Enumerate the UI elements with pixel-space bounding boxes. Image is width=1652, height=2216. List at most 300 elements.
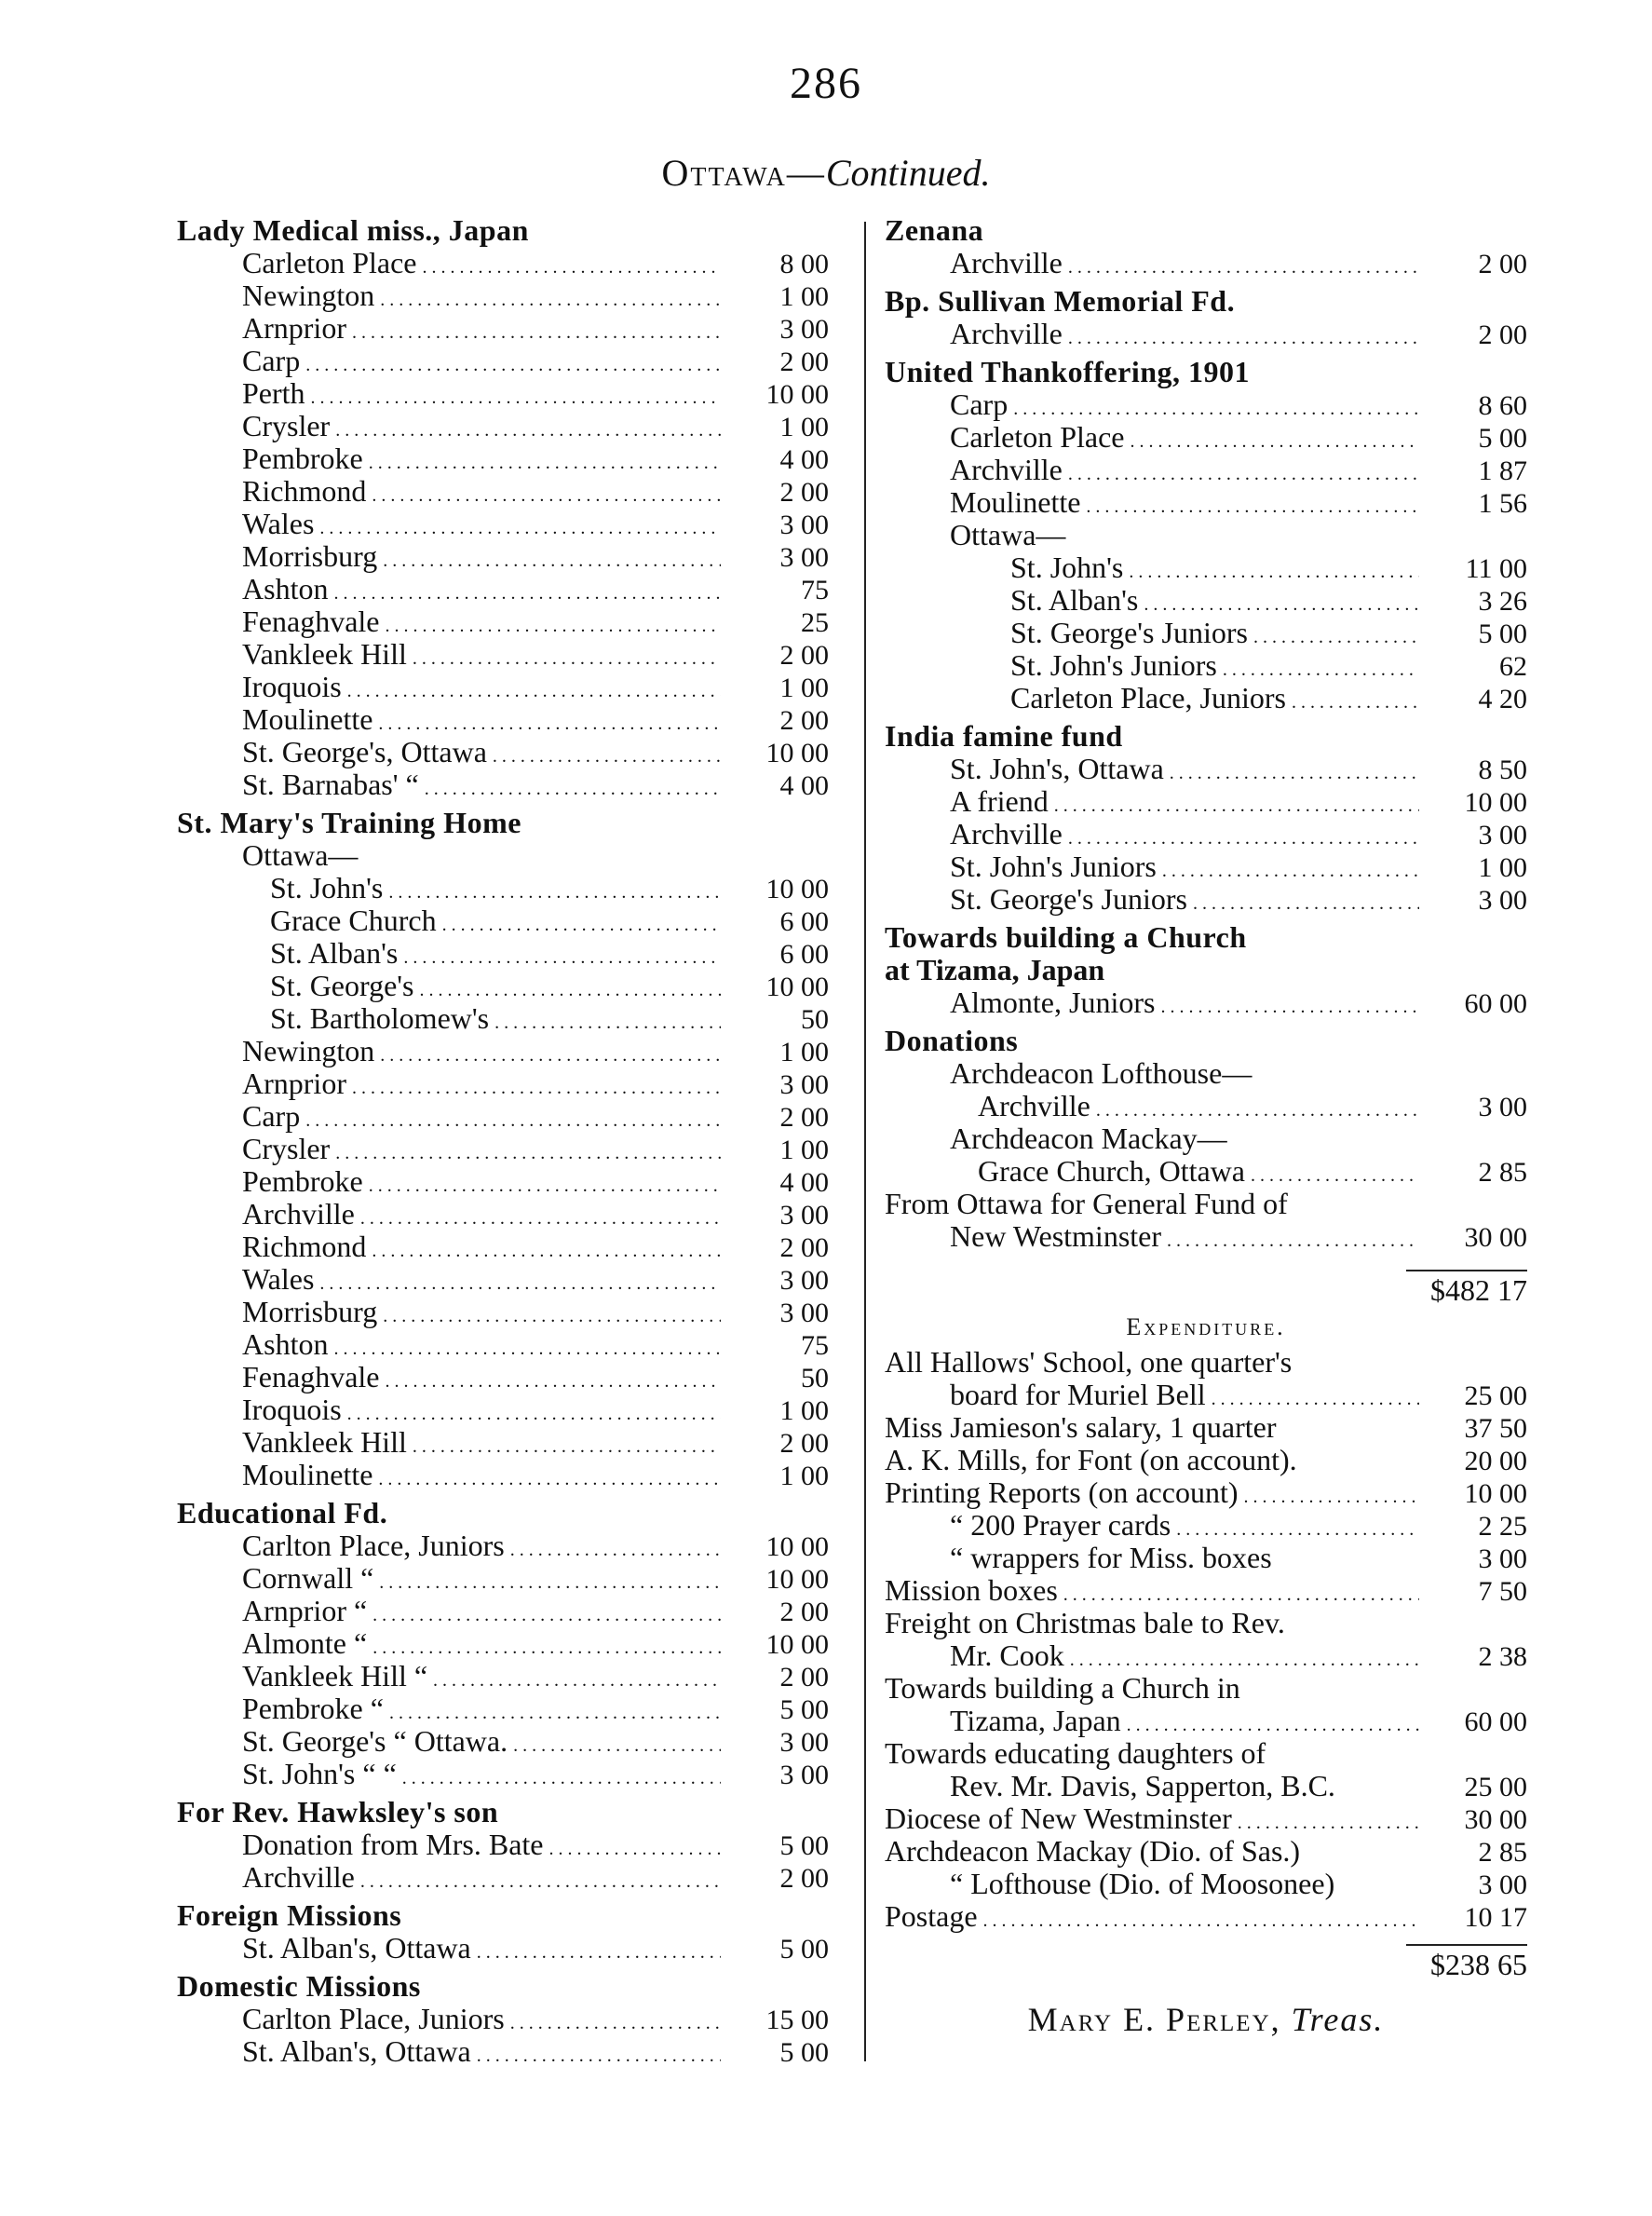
dot-leader <box>383 540 721 578</box>
section <box>885 356 1527 714</box>
item-label: Carlton Place, Juniors <box>242 1529 505 1562</box>
list-item <box>885 1411 1527 1444</box>
item-label: Arnprior “ <box>242 1594 368 1627</box>
list-item <box>885 1542 1527 1574</box>
list-item <box>177 1725 829 1758</box>
list-item <box>177 1035 829 1067</box>
item-amount: 6 00 <box>779 939 829 970</box>
item-label: Fenaghvale <box>242 605 380 638</box>
item-label: Perth <box>242 376 305 410</box>
section <box>885 921 1527 1019</box>
dot-leader <box>1193 883 1419 920</box>
item-amount: 5 00 <box>1478 619 1527 649</box>
item-label: Cornwall “ <box>242 1561 374 1595</box>
list-item <box>177 1595 829 1627</box>
item-amount: 10 00 <box>765 874 829 904</box>
item-label: “ 200 Prayer cards <box>950 1508 1171 1542</box>
list-item <box>177 377 829 410</box>
item-amount: 3 00 <box>779 1069 829 1100</box>
page-number: 286 <box>790 59 862 108</box>
list-item <box>885 454 1527 486</box>
list-item <box>177 1328 829 1361</box>
dot-leader <box>433 1660 721 1697</box>
list-item <box>885 1188 1527 1220</box>
list-item <box>177 1296 829 1328</box>
item-label: Carlton Place, Juniors <box>242 2002 505 2035</box>
item-label: Fenaghvale <box>242 1360 380 1393</box>
dot-leader <box>369 1165 721 1203</box>
dot-leader <box>549 1829 722 1866</box>
item-label: Arnprior <box>242 311 346 345</box>
item-label: Almonte “ <box>242 1626 368 1660</box>
list-item <box>885 1868 1527 1900</box>
section <box>885 720 1527 916</box>
dot-leader <box>1130 421 1419 458</box>
dot-leader <box>372 1595 721 1632</box>
item-label: Grace Church <box>270 904 437 937</box>
item-label: A. K. Mills, for Font (on account). <box>885 1443 1297 1476</box>
item-amount: 3 00 <box>779 1200 829 1230</box>
dot-leader <box>422 247 721 284</box>
section <box>177 214 829 801</box>
item-label: Pembroke <box>242 1164 363 1198</box>
dot-leader <box>983 1900 1419 1937</box>
item-label: Carleton Place <box>242 246 417 279</box>
item-label: Grace Church, Ottawa <box>978 1154 1245 1188</box>
item-amount: 8 60 <box>1478 390 1527 421</box>
list-item <box>885 1639 1527 1672</box>
item-label: St. John's, Ottawa <box>950 752 1164 785</box>
item-amount: 1 87 <box>1478 455 1527 486</box>
item-label: Archville <box>242 1197 355 1230</box>
section <box>177 1796 829 1894</box>
section-heading: Zenana <box>885 213 984 247</box>
item-amount: 7 50 <box>1478 1576 1527 1607</box>
item-label: Archville <box>950 246 1063 279</box>
item-amount: 2 00 <box>779 705 829 736</box>
item-label: Ashton <box>242 572 329 605</box>
section <box>177 807 829 1491</box>
dot-leader <box>413 638 721 675</box>
item-label: New Westminster <box>950 1219 1162 1253</box>
item-amount: 2 00 <box>779 1232 829 1263</box>
dot-leader <box>1243 1476 1419 1514</box>
item-amount: 4 00 <box>779 770 829 801</box>
item-label: St. George's, Ottawa <box>242 735 487 768</box>
list-item <box>885 1090 1527 1122</box>
item-amount: 20 00 <box>1464 1446 1527 1476</box>
list-item <box>885 1057 1527 1090</box>
list-item <box>177 768 829 801</box>
list-item <box>885 1900 1527 1933</box>
item-label: St. Bartholomew's <box>270 1001 490 1035</box>
list-item <box>885 1509 1527 1542</box>
dot-leader <box>378 1459 721 1496</box>
item-amount: 30 00 <box>1464 1222 1527 1253</box>
dot-leader <box>380 1035 721 1072</box>
dot-leader <box>1068 454 1419 491</box>
item-amount: 10 00 <box>1464 1478 1527 1509</box>
list-item <box>177 345 829 377</box>
item-label: Almonte, Juniors <box>950 986 1156 1019</box>
dot-leader <box>494 1002 721 1040</box>
item-amount: 4 00 <box>779 444 829 475</box>
item-label: Richmond <box>242 474 367 508</box>
item-amount: 11 00 <box>1465 553 1527 584</box>
section <box>885 1025 1527 1253</box>
list-item <box>177 247 829 279</box>
list-item <box>177 970 829 1002</box>
list-item <box>885 682 1527 714</box>
left-column <box>177 214 829 2073</box>
item-label: St. Barnabas' “ <box>242 768 419 801</box>
list-item <box>177 1393 829 1426</box>
item-amount: 3 00 <box>1478 820 1527 850</box>
list-item <box>177 1660 829 1693</box>
item-amount: 3 00 <box>1478 1092 1527 1122</box>
item-label: Moulinette <box>242 1458 373 1491</box>
list-item <box>885 1802 1527 1835</box>
item-amount: 3 00 <box>779 1727 829 1758</box>
list-item <box>885 519 1527 551</box>
item-label: Carp <box>950 387 1009 421</box>
item-amount: 10 00 <box>765 1531 829 1562</box>
list-item <box>885 318 1527 350</box>
item-label: Printing Reports (on account) <box>885 1475 1239 1509</box>
item-label: St. Alban's <box>270 936 399 970</box>
item-label: Archdeacon Mackay (Dio. of Sas.) <box>885 1834 1301 1868</box>
list-item <box>177 410 829 442</box>
item-amount: 2 00 <box>779 477 829 508</box>
item-label: From Ottawa for General Fund of <box>885 1187 1288 1220</box>
item-label: Crysler <box>242 1132 331 1165</box>
list-item <box>885 850 1527 883</box>
list-item <box>885 486 1527 519</box>
list-item <box>885 954 1527 986</box>
item-amount: 2 00 <box>779 640 829 671</box>
list-item <box>885 1346 1527 1379</box>
item-label: Arnprior <box>242 1067 346 1100</box>
item-amount: 3 00 <box>779 314 829 345</box>
section <box>177 1970 829 2068</box>
item-amount: 1 00 <box>779 1037 829 1067</box>
item-label: Iroquois <box>242 670 342 703</box>
dot-leader <box>1054 785 1419 823</box>
list-item <box>177 839 829 872</box>
item-label: St. John's “ “ <box>242 1757 397 1790</box>
dot-leader <box>513 1725 721 1762</box>
item-amount: 50 <box>801 1363 829 1393</box>
section-heading: Domestic Missions <box>177 1969 421 2003</box>
list-item <box>885 388 1527 421</box>
dot-leader <box>413 1426 721 1463</box>
item-amount: 3 00 <box>779 1298 829 1328</box>
dot-leader <box>352 1067 721 1105</box>
dot-leader <box>369 442 721 480</box>
dot-leader <box>305 1100 721 1137</box>
section <box>177 1497 829 1790</box>
item-label: Moulinette <box>242 702 373 736</box>
dot-leader <box>388 872 721 909</box>
item-amount: 1 00 <box>779 673 829 703</box>
list-item <box>177 2003 829 2035</box>
list-item <box>885 1444 1527 1476</box>
item-amount: 25 <box>801 607 829 638</box>
item-amount: 30 00 <box>1464 1804 1527 1835</box>
dot-leader <box>402 1758 721 1795</box>
list-item <box>177 1932 829 1964</box>
item-label: Freight on Christmas bale to Rev. <box>885 1606 1285 1639</box>
item-label: Vankleek Hill <box>242 1425 407 1459</box>
list-item <box>177 1133 829 1165</box>
signature <box>885 2000 1527 2039</box>
item-label: St. John's <box>270 871 384 904</box>
item-label: Mission boxes <box>885 1573 1058 1607</box>
item-label: Wales <box>242 1262 315 1296</box>
dot-leader <box>425 768 721 806</box>
dot-leader <box>403 937 721 974</box>
section <box>177 1899 829 1964</box>
item-amount: 2 00 <box>779 1597 829 1627</box>
dot-leader <box>333 1328 721 1366</box>
item-amount: 25 00 <box>1464 1772 1527 1802</box>
right-sections <box>885 214 1527 1258</box>
item-label: St. Alban's, Ottawa <box>242 2034 471 2068</box>
dot-leader <box>383 1296 721 1333</box>
dot-leader <box>1253 617 1419 654</box>
dot-leader <box>510 2003 721 2040</box>
list-item <box>885 1379 1527 1411</box>
list-item <box>177 1562 829 1595</box>
item-label: Vankleek Hill <box>242 637 407 671</box>
item-label: St. George's <box>270 969 414 1002</box>
list-item <box>885 785 1527 818</box>
dot-leader <box>442 904 721 942</box>
list-item <box>177 937 829 970</box>
section-heading: United Thankoffering, 1901 <box>885 355 1251 388</box>
item-label: Postage <box>885 1899 978 1933</box>
list-item <box>177 2035 829 2068</box>
list-item <box>885 1672 1527 1705</box>
list-item <box>177 1230 829 1263</box>
list-item <box>177 475 829 508</box>
item-amount: 10 00 <box>765 1564 829 1595</box>
dot-leader <box>1068 247 1419 284</box>
list-item <box>885 1574 1527 1607</box>
section-heading: St. Mary's Training Home <box>177 806 521 839</box>
list-item <box>177 1263 829 1296</box>
item-label: Carleton Place, Juniors <box>1010 681 1286 714</box>
item-label: Morrisburg <box>242 539 378 573</box>
item-label: All Hallows' School, one quarter's <box>885 1345 1293 1379</box>
section-heading: Lady Medical miss., Japan <box>177 213 529 247</box>
item-amount: 3 00 <box>779 542 829 573</box>
item-label: St. Alban's <box>1010 583 1139 617</box>
list-item <box>885 1770 1527 1802</box>
receipts-total: $482 17 <box>1430 1273 1527 1307</box>
dot-leader <box>477 1932 721 1969</box>
item-label: “ Lofthouse (Dio. of Moosonee) <box>950 1867 1335 1900</box>
dot-leader <box>1292 682 1419 719</box>
right-column <box>885 214 1527 2039</box>
item-amount: 3 26 <box>1478 586 1527 617</box>
item-label: Ottawa— <box>950 518 1066 551</box>
item-label: at Tizama, Japan <box>885 953 1105 986</box>
item-label: Diocese of New Westminster <box>885 1801 1232 1835</box>
signature-name: Mary E. Perley, <box>1027 2001 1281 2038</box>
item-label: Archville <box>950 453 1063 486</box>
expenditure-list <box>885 1346 1527 1933</box>
item-label: Archdeacon Lofthouse— <box>950 1056 1253 1090</box>
list-item <box>885 1220 1527 1253</box>
section-heading: Foreign Missions <box>177 1898 402 1932</box>
item-label: Mr. Cook <box>950 1638 1064 1672</box>
list-item <box>885 1155 1527 1188</box>
dot-leader <box>386 1361 722 1398</box>
item-label: “ wrappers for Miss. boxes <box>950 1541 1272 1574</box>
item-label: Donation from Mrs. Bate <box>242 1828 544 1861</box>
list-item <box>177 736 829 768</box>
section <box>885 214 1527 279</box>
expenditure-title: Expenditure. <box>1126 1313 1286 1340</box>
item-label: board for Muriel Bell <box>950 1378 1206 1411</box>
dot-leader <box>360 1198 721 1235</box>
dot-leader <box>1167 1220 1419 1258</box>
dot-leader <box>1068 318 1419 355</box>
item-amount: 2 00 <box>1478 249 1527 279</box>
list-item <box>177 279 829 312</box>
dot-leader <box>335 1133 721 1170</box>
list-item <box>177 1002 829 1035</box>
list-item <box>885 1705 1527 1737</box>
list-item <box>177 442 829 475</box>
item-amount: 3 00 <box>779 510 829 540</box>
dot-leader <box>352 312 721 349</box>
item-amount: 5 00 <box>779 1934 829 1964</box>
item-label: Pembroke <box>242 442 363 475</box>
item-amount: 8 50 <box>1478 755 1527 785</box>
item-label: Iroquois <box>242 1393 342 1426</box>
section <box>885 285 1527 350</box>
list-item <box>177 605 829 638</box>
item-amount: 25 00 <box>1464 1380 1527 1411</box>
dot-leader <box>333 573 721 610</box>
item-amount: 75 <box>801 1330 829 1361</box>
list-item <box>177 872 829 904</box>
list-item <box>885 1122 1527 1155</box>
item-label: Vankleek Hill “ <box>242 1659 428 1693</box>
item-amount: 60 00 <box>1464 1706 1527 1737</box>
item-amount: 37 50 <box>1464 1413 1527 1444</box>
list-item <box>177 1459 829 1491</box>
item-amount: 6 00 <box>779 906 829 937</box>
list-item <box>177 573 829 605</box>
dot-leader <box>1160 986 1419 1024</box>
item-amount: 1 00 <box>779 412 829 442</box>
dot-leader <box>1086 486 1419 523</box>
dot-leader <box>319 1263 721 1300</box>
item-label: Rev. Mr. Davis, Sapperton, B.C. <box>950 1769 1335 1802</box>
list-item <box>177 671 829 703</box>
dot-leader <box>1129 551 1419 589</box>
list-item <box>885 1737 1527 1770</box>
item-amount: 3 00 <box>1478 1543 1527 1574</box>
item-label: Morrisburg <box>242 1295 378 1328</box>
list-item <box>885 883 1527 916</box>
item-label: Towards building a Church in <box>885 1671 1240 1705</box>
item-amount: 2 00 <box>779 347 829 377</box>
item-label: St. John's Juniors <box>950 850 1157 883</box>
list-item <box>177 1861 829 1894</box>
item-label: St. John's <box>1010 551 1124 584</box>
item-amount: 10 00 <box>765 379 829 410</box>
list-item <box>885 247 1527 279</box>
dot-leader <box>347 671 721 708</box>
dot-leader <box>386 605 722 643</box>
item-amount: 50 <box>801 1004 829 1035</box>
item-amount: 60 00 <box>1464 988 1527 1019</box>
item-label: Archville <box>950 317 1063 350</box>
list-item <box>885 421 1527 454</box>
item-amount: 2 38 <box>1478 1641 1527 1672</box>
dot-leader <box>305 345 721 382</box>
list-item <box>177 1529 829 1562</box>
item-amount: 75 <box>801 575 829 605</box>
item-label: Newington <box>242 1034 375 1067</box>
page-header <box>0 151 1652 195</box>
item-label: St. Alban's, Ottawa <box>242 1931 471 1964</box>
list-item <box>177 1100 829 1133</box>
item-amount: 2 00 <box>779 1102 829 1133</box>
dot-leader <box>477 2035 721 2073</box>
dot-leader <box>319 508 721 545</box>
list-item <box>177 1198 829 1230</box>
item-label: Archdeacon Mackay— <box>950 1122 1227 1155</box>
item-label: Pembroke “ <box>242 1692 384 1725</box>
item-amount: 10 00 <box>765 738 829 768</box>
item-label: St. John's Juniors <box>1010 648 1217 682</box>
item-label: Archville <box>242 1860 355 1894</box>
list-item <box>885 986 1527 1019</box>
list-item <box>885 1835 1527 1868</box>
list-item <box>177 1361 829 1393</box>
item-label: Tizama, Japan <box>950 1704 1121 1737</box>
item-amount: 2 00 <box>1478 319 1527 350</box>
item-amount: 2 25 <box>1478 1511 1527 1542</box>
item-label: Carp <box>242 344 301 377</box>
list-item <box>177 1758 829 1790</box>
item-label: St. George's “ Ottawa. <box>242 1724 508 1758</box>
item-label: Wales <box>242 507 315 540</box>
list-item <box>885 1607 1527 1639</box>
item-amount: 2 00 <box>779 1662 829 1693</box>
list-item <box>177 312 829 345</box>
item-label: Archville <box>950 817 1063 850</box>
item-amount: 10 17 <box>1464 1902 1527 1933</box>
item-amount: 4 00 <box>779 1167 829 1198</box>
item-amount: 2 85 <box>1478 1837 1527 1868</box>
item-label: St. George's Juniors <box>1010 616 1248 649</box>
list-item <box>177 1829 829 1861</box>
item-amount: 5 00 <box>779 1694 829 1725</box>
item-label: Carp <box>242 1099 301 1133</box>
list-item <box>885 584 1527 617</box>
item-amount: 2 85 <box>1478 1157 1527 1188</box>
item-amount: 15 00 <box>765 2005 829 2035</box>
dot-leader <box>379 1562 721 1599</box>
item-amount: 1 00 <box>779 1395 829 1426</box>
list-item <box>177 508 829 540</box>
